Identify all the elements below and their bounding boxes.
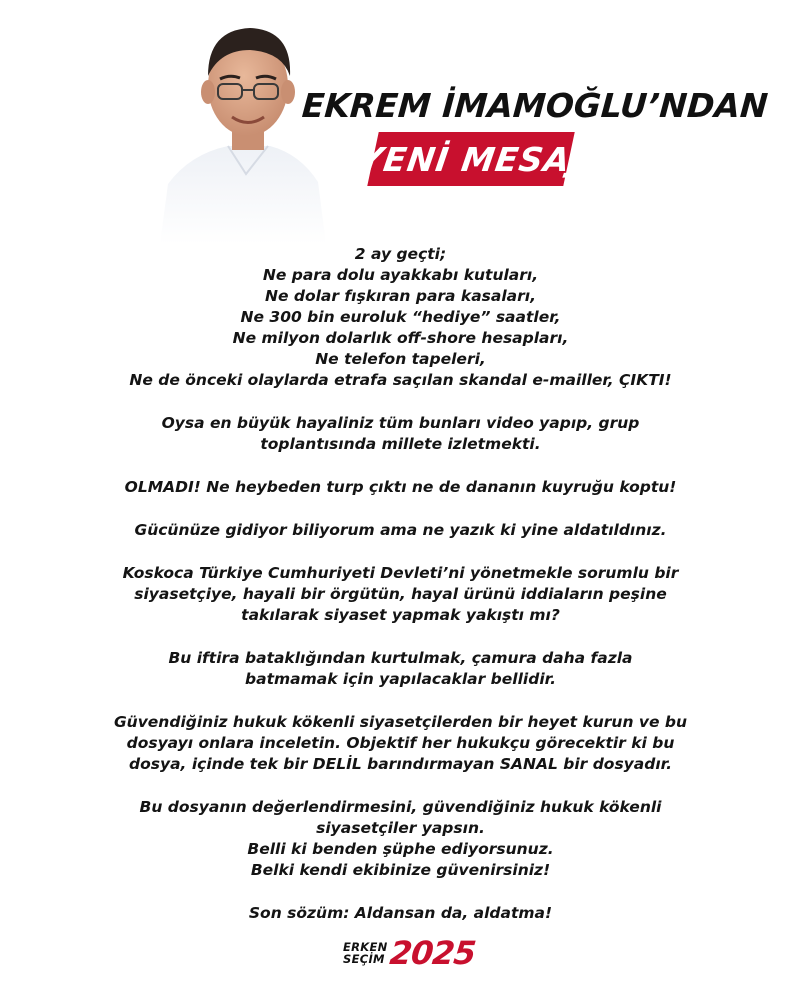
message-line: Ne dolar fışkıran para kasaları, (264, 287, 536, 305)
paragraph-2 (0, 413, 801, 455)
paragraph-9 (0, 903, 801, 924)
message-line: Ne de önceki olaylarda etrafa saçılan skandal e-mailler, ÇIKTI! (129, 371, 672, 389)
logo-year: 2025 (387, 934, 477, 972)
message-line: Ne milyon dolarlık off-shore hesapları, (232, 329, 569, 347)
message-line: Güvendiğiniz hukuk kökenli siyasetçilerden bir heyet kurun ve bu (113, 713, 688, 731)
erken-secim-logo (343, 933, 475, 973)
new-message-badge (355, 132, 587, 186)
message-line: Ne para dolu ayakkabı kutuları, (262, 266, 539, 284)
badge-label: YENİ MESAJ (355, 139, 587, 179)
message-line: Koskoca Türkiye Cumhuriyeti Devleti’ni yönetmekle sorumlu bir (122, 564, 679, 582)
paragraph-5 (0, 563, 801, 626)
message-line: Belki kendi ekibinize güvenirsiniz! (250, 861, 551, 879)
message-line: dosyayı onlara inceletin. Objektif her hukukçu görecektir ki bu (126, 734, 675, 752)
message-line: siyasetçiye, hayali bir örgütün, hayal ürünü iddiaların peşine (134, 585, 667, 603)
paragraph-1 (0, 244, 801, 391)
logo-word-secim: SEÇİM (343, 952, 385, 966)
portrait-image (150, 14, 330, 244)
message-line: Belli ki benden şüphe ediyorsunuz. (247, 840, 554, 858)
message-line: takılarak siyaset yapmak yakıştı mı? (241, 606, 560, 624)
paragraph-6 (0, 648, 801, 690)
message-line: Ne 300 bin euroluk “hediye” saatler, (240, 308, 561, 326)
message-line: Ne telefon tapeleri, (315, 350, 486, 368)
message-line: dosya, içinde tek bir DELİL barındırmayan SANAL bir dosyadır. (129, 755, 672, 773)
message-line: OLMADI! Ne heybeden turp çıktı ne de dananın kuyruğu koptu! (124, 478, 677, 496)
message-line: Bu iftira bataklığından kurtulmak, çamura daha fazla (168, 649, 633, 667)
message-body (0, 244, 801, 946)
message-line: 2 ay geçti; (354, 245, 447, 263)
message-line: Son sözüm: Aldansan da, aldatma! (248, 904, 553, 922)
message-line: Gücünüze gidiyor biliyorum ama ne yazık ki yine aldatıldınız. (134, 521, 667, 539)
paragraph-7 (0, 712, 801, 775)
message-line: toplantısında millete izletmekti. (260, 435, 541, 453)
message-line: Bu dosyanın değerlendirmesini, güvendiğiniz hukuk kökenli (139, 798, 662, 816)
message-line: siyasetçiler yapsın. (316, 819, 485, 837)
paragraph-4 (0, 520, 801, 541)
message-line: batmamak için yapılacaklar bellidir. (245, 670, 556, 688)
message-line: Oysa en büyük hayaliniz tüm bunları video yapıp, grup (161, 414, 640, 432)
headline: EKREM İMAMOĞLU’NDAN (300, 86, 770, 125)
logo-word-erken: ERKEN (343, 940, 388, 954)
logo-words (343, 941, 388, 965)
paragraph-8 (0, 797, 801, 881)
paragraph-3 (0, 477, 801, 498)
